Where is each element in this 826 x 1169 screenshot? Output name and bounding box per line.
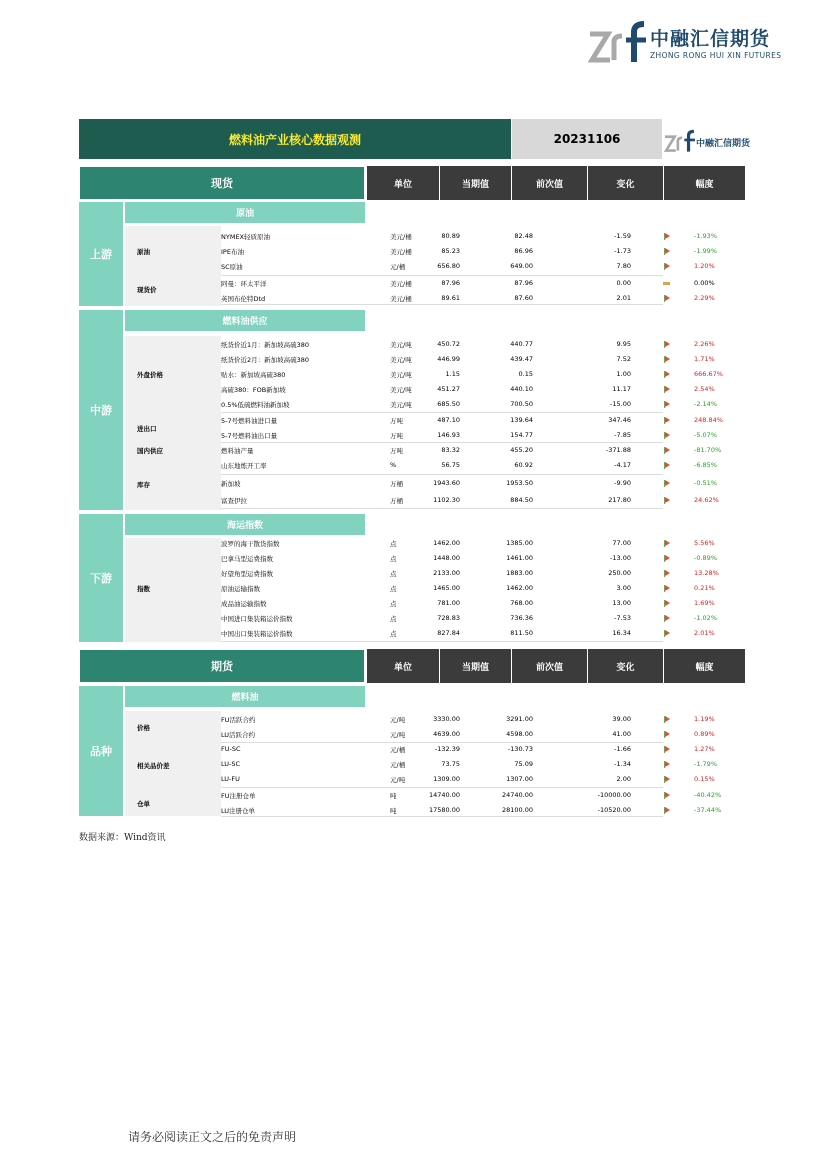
row-current: 728.83 — [437, 614, 460, 622]
row-current: 4639.00 — [433, 730, 460, 738]
col-pct: 幅度 — [663, 649, 745, 683]
row-unit: 美元/吨 — [390, 356, 412, 364]
table-row — [221, 276, 715, 291]
table-row — [221, 428, 717, 443]
row-unit: % — [390, 461, 397, 469]
row-unit: 万吨 — [390, 432, 403, 440]
sub-crude: 原油 — [125, 202, 365, 223]
row-change: -4.17 — [614, 461, 631, 469]
row-name: LU-SC — [221, 760, 241, 768]
row-previous: 1385.00 — [506, 539, 533, 547]
change-flag-icon — [664, 746, 671, 753]
col-previous: 前次值 — [511, 166, 587, 200]
row-unit: 美元/吨 — [390, 401, 412, 409]
row-previous: 28100.00 — [501, 806, 533, 814]
row-unit: 元/桶 — [390, 746, 406, 754]
row-pct: 1.20% — [694, 262, 715, 270]
row-previous: 1461.00 — [506, 554, 533, 562]
row-previous: 811.50 — [510, 629, 533, 637]
row-previous: 649.00 — [510, 262, 533, 270]
row-name: 中国进口集装箱运价指数 — [221, 615, 293, 623]
region-downstream: 下游 — [79, 514, 123, 642]
row-pct: 248.84% — [694, 416, 723, 424]
spot-header: 现货 — [79, 166, 365, 200]
row-current: 1.15 — [445, 370, 460, 378]
zrf-logo-icon — [588, 20, 648, 64]
change-flag-icon — [664, 615, 671, 622]
table-row — [221, 566, 719, 581]
mini-logo — [664, 127, 751, 155]
change-flag-icon — [664, 233, 671, 240]
row-unit: 美元/桶 — [390, 280, 412, 288]
row-change: -7.53 — [614, 614, 631, 622]
change-flag-icon — [664, 432, 671, 439]
table-row — [221, 476, 717, 491]
group-label: 现货价 — [137, 286, 157, 294]
row-pct: 1.19% — [694, 715, 715, 723]
row-name: NYMEX轻质原油 — [221, 233, 271, 241]
row-unit: 吨 — [390, 792, 397, 800]
change-flag-icon — [664, 630, 671, 637]
row-pct: -0.89% — [694, 554, 717, 562]
row-pct: 1.69% — [694, 599, 715, 607]
row-name: 巴拿马型运费指数 — [221, 555, 273, 563]
row-name: 纸货价近2月：新加坡高硫380 — [221, 356, 310, 364]
row-current: 450.72 — [437, 340, 460, 348]
row-pct: 5.56% — [694, 539, 715, 547]
change-flag-icon — [664, 480, 671, 487]
row-change: 347.46 — [608, 416, 631, 424]
row-change: 16.34 — [612, 629, 631, 637]
brand-logo — [588, 20, 782, 64]
row-current: -132.39 — [434, 745, 460, 753]
flat-flag-icon — [664, 280, 671, 287]
row-name: IPE布油 — [221, 248, 244, 256]
row-pct: -0.51% — [694, 479, 717, 487]
row-pct: -40.42% — [694, 791, 722, 799]
col-pct: 幅度 — [663, 166, 745, 200]
row-pct: -37.44% — [694, 806, 722, 814]
row-current: 1309.00 — [433, 775, 460, 783]
row-change: 2.01 — [616, 294, 631, 302]
row-current: 2133.00 — [433, 569, 460, 577]
row-name: 燃料油产量 — [221, 447, 254, 455]
row-unit: 万吨 — [390, 447, 403, 455]
change-flag-icon — [664, 761, 671, 768]
row-current: 1448.00 — [433, 554, 460, 562]
row-change: 250.00 — [608, 569, 631, 577]
row-name: 英国布伦特Dtd — [221, 295, 266, 303]
table-row — [221, 244, 717, 259]
row-pct: 666.67% — [694, 370, 723, 378]
row-name: 新加坡 — [221, 480, 241, 488]
row-unit: 美元/桶 — [390, 295, 412, 303]
change-flag-icon — [664, 356, 671, 363]
row-name: SC原油 — [221, 263, 243, 271]
table-row — [221, 742, 715, 757]
group-label: 库存 — [137, 481, 150, 489]
row-previous: 86.96 — [514, 247, 533, 255]
report-title: 燃料油产业核心数据观测 — [79, 119, 511, 159]
col-previous: 前次值 — [511, 649, 587, 683]
row-name: FU-SC — [221, 745, 241, 753]
row-name: 5-7号燃料油进口量 — [221, 417, 278, 425]
row-current: 487.10 — [437, 416, 460, 424]
change-flag-icon — [664, 585, 671, 592]
change-flag-icon — [664, 386, 671, 393]
row-previous: 154.77 — [510, 431, 533, 439]
row-current: 14740.00 — [428, 791, 460, 799]
change-flag-icon — [664, 497, 671, 504]
row-previous: 82.48 — [514, 232, 533, 240]
row-current: 1943.60 — [433, 479, 460, 487]
brand-name-en: ZHONG RONG HUI XIN FUTURES — [650, 51, 782, 60]
table-row — [221, 757, 717, 772]
row-pct: 13.28% — [694, 569, 719, 577]
change-flag-icon — [664, 417, 671, 424]
region-midstream: 中游 — [79, 310, 123, 510]
row-change: -13.00 — [610, 554, 631, 562]
row-current: 781.00 — [437, 599, 460, 607]
change-flag-icon — [664, 600, 671, 607]
row-change: -15.00 — [610, 400, 631, 408]
row-unit: 万桶 — [390, 497, 403, 505]
row-pct: 1.71% — [694, 355, 715, 363]
row-current: 83.32 — [441, 446, 460, 454]
row-pct: 2.01% — [694, 629, 715, 637]
row-unit: 万吨 — [390, 417, 403, 425]
change-flag-icon — [664, 263, 671, 270]
row-unit: 美元/吨 — [390, 371, 412, 379]
row-pct: -1.93% — [694, 232, 717, 240]
data-source: 数据来源：Wind资讯 — [79, 833, 166, 843]
row-change: -371.88 — [605, 446, 631, 454]
row-pct: -2.14% — [694, 400, 717, 408]
row-unit: 点 — [390, 600, 397, 608]
row-previous: 700.50 — [510, 400, 533, 408]
row-current: 827.84 — [437, 629, 460, 637]
row-current: 656.80 — [437, 262, 460, 270]
row-name: 原油运输指数 — [221, 585, 260, 593]
row-unit: 美元/吨 — [390, 386, 412, 394]
row-current: 56.75 — [441, 461, 460, 469]
row-name: FU注册仓单 — [221, 792, 256, 800]
row-change: -1.66 — [614, 745, 631, 753]
group-label: 国内供应 — [137, 447, 163, 455]
row-previous: 439.47 — [510, 355, 533, 363]
disclaimer-footer: 请务必阅读正文之后的免责声明 — [128, 1130, 297, 1144]
group-label: 进出口 — [137, 425, 157, 433]
table-row — [221, 712, 715, 727]
row-previous: 455.20 — [510, 446, 533, 454]
row-pct: -6.85% — [694, 461, 717, 469]
row-pct: 2.26% — [694, 340, 715, 348]
change-flag-icon — [664, 462, 671, 469]
row-unit: 元/吨 — [390, 731, 406, 739]
row-pct: -1.02% — [694, 614, 717, 622]
category-panel — [125, 226, 221, 306]
row-previous: 440.77 — [510, 340, 533, 348]
row-pct: 0.00% — [694, 279, 715, 287]
col-unit: 单位 — [366, 649, 439, 683]
row-pct: -1.79% — [694, 760, 717, 768]
table-row — [221, 352, 715, 367]
change-flag-icon — [664, 341, 671, 348]
row-previous: 1307.00 — [506, 775, 533, 783]
row-previous: 440.10 — [510, 385, 533, 393]
row-current: 146.93 — [437, 431, 460, 439]
zrf-mini-logo-icon — [664, 127, 696, 155]
row-unit: 点 — [390, 555, 397, 563]
group-divider — [221, 641, 663, 642]
table-row — [221, 611, 717, 626]
row-pct: 2.54% — [694, 385, 715, 393]
row-previous: 4598.00 — [506, 730, 533, 738]
row-current: 89.61 — [441, 294, 460, 302]
group-label: 原油 — [137, 248, 150, 256]
table-row — [221, 803, 722, 818]
row-current: 3330.00 — [433, 715, 460, 723]
change-flag-icon — [664, 731, 671, 738]
group-label: 外盘价格 — [137, 371, 163, 379]
row-name: 波罗的海干散货指数 — [221, 540, 280, 548]
change-flag-icon — [664, 555, 671, 562]
row-pct: 0.15% — [694, 775, 715, 783]
group-label: 仓单 — [137, 800, 150, 808]
row-previous: 1953.50 — [506, 479, 533, 487]
report-date: 20231106 — [512, 119, 662, 159]
row-current: 1465.00 — [433, 584, 460, 592]
table-row — [221, 788, 722, 803]
table-row — [221, 727, 715, 742]
group-divider — [221, 474, 663, 475]
row-change: 39.00 — [612, 715, 631, 723]
row-change: 77.00 — [612, 539, 631, 547]
row-change: 3.00 — [616, 584, 631, 592]
row-change: 0.00 — [616, 279, 631, 287]
row-name: 阿曼：环太平洋 — [221, 280, 267, 288]
row-name: 5-7号燃料油出口量 — [221, 432, 278, 440]
change-flag-icon — [664, 807, 671, 814]
row-name: 中国出口集装箱运价指数 — [221, 630, 293, 638]
table-row — [221, 397, 717, 412]
table-row — [221, 772, 715, 787]
row-change: 7.52 — [616, 355, 631, 363]
table-row — [221, 291, 715, 306]
col-change: 变化 — [587, 166, 663, 200]
row-change: -7.85 — [614, 431, 631, 439]
change-flag-icon — [664, 792, 671, 799]
change-flag-icon — [664, 716, 671, 723]
row-previous: 0.15 — [518, 370, 533, 378]
row-change: 41.00 — [612, 730, 631, 738]
table-row — [221, 581, 715, 596]
row-pct: 0.89% — [694, 730, 715, 738]
row-previous: 75.09 — [514, 760, 533, 768]
row-name: 贴水：新加坡高硫380 — [221, 371, 286, 379]
change-flag-icon — [664, 371, 671, 378]
group-label: 指数 — [137, 585, 150, 593]
row-change: -9.90 — [614, 479, 631, 487]
row-pct: 2.29% — [694, 294, 715, 302]
row-name: LU注册仓单 — [221, 807, 256, 815]
row-change: 11.17 — [612, 385, 631, 393]
row-name: LU活跃合约 — [221, 731, 256, 739]
row-previous: 87.60 — [514, 294, 533, 302]
row-previous: 3291.00 — [506, 715, 533, 723]
change-flag-icon — [664, 295, 671, 302]
row-previous: 768.00 — [510, 599, 533, 607]
change-flag-icon — [664, 776, 671, 783]
row-unit: 美元/桶 — [390, 233, 412, 241]
row-pct: -1.99% — [694, 247, 717, 255]
table-row — [221, 443, 722, 458]
region-upstream: 上游 — [79, 202, 123, 306]
row-name: LU-FU — [221, 775, 240, 783]
row-current: 446.99 — [437, 355, 460, 363]
row-previous: 139.64 — [510, 416, 533, 424]
change-flag-icon — [664, 248, 671, 255]
row-name: 高硫380：FOB新加坡 — [221, 386, 286, 394]
region-variety: 品种 — [79, 686, 123, 816]
table-row — [221, 382, 715, 397]
row-previous: 87.96 — [514, 279, 533, 287]
row-current: 451.27 — [437, 385, 460, 393]
row-name: 0.5%低硫燃料油新加坡 — [221, 401, 290, 409]
row-previous: 60.92 — [514, 461, 533, 469]
mini-logo-text: 中融汇信期货 — [696, 139, 751, 149]
row-pct: 0.21% — [694, 584, 715, 592]
row-unit: 点 — [390, 540, 397, 548]
row-unit: 点 — [390, 570, 397, 578]
row-name: 好望角型运费指数 — [221, 570, 273, 578]
table-row — [221, 337, 715, 352]
row-pct: 24.62% — [694, 496, 719, 504]
row-name: 纸货价近1月：新加坡高硫380 — [221, 341, 310, 349]
sub-fueloil-supply: 燃料油供应 — [125, 310, 365, 331]
row-unit: 美元/吨 — [390, 341, 412, 349]
row-unit: 吨 — [390, 807, 397, 815]
row-change: -10520.00 — [597, 806, 631, 814]
group-label: 相关品价差 — [137, 762, 170, 770]
table-row — [221, 229, 717, 244]
row-current: 1462.00 — [433, 539, 460, 547]
row-unit: 点 — [390, 585, 397, 593]
col-change: 变化 — [587, 649, 663, 683]
row-unit: 元/吨 — [390, 716, 406, 724]
row-previous: 884.50 — [510, 496, 533, 504]
row-change: -10000.00 — [597, 791, 631, 799]
row-current: 73.75 — [441, 760, 460, 768]
table-row — [221, 458, 717, 473]
table-row — [221, 551, 717, 566]
sub-shipping-index: 海运指数 — [125, 514, 365, 535]
table-row — [221, 493, 719, 508]
change-flag-icon — [664, 447, 671, 454]
row-change: -1.34 — [614, 760, 631, 768]
table-row — [221, 413, 723, 428]
row-name: 成品油运输指数 — [221, 600, 267, 608]
row-name: FU活跃合约 — [221, 716, 256, 724]
row-previous: -130.73 — [507, 745, 533, 753]
row-pct: -5.07% — [694, 431, 717, 439]
row-change: 217.80 — [608, 496, 631, 504]
row-name: 山东地炼开工率 — [221, 462, 267, 470]
row-previous: 1462.00 — [506, 584, 533, 592]
row-unit: 元/桶 — [390, 761, 406, 769]
col-unit: 单位 — [366, 166, 439, 200]
table-row — [221, 536, 715, 551]
row-unit: 万桶 — [390, 480, 403, 488]
row-previous: 736.36 — [510, 614, 533, 622]
group-divider — [221, 508, 663, 509]
futures-header: 期货 — [79, 649, 365, 683]
row-previous: 1883.00 — [506, 569, 533, 577]
row-current: 17580.00 — [428, 806, 460, 814]
sub-fueloil: 燃料油 — [125, 686, 365, 707]
brand-name-cn: 中融汇信期货 — [650, 28, 771, 50]
table-row — [221, 626, 715, 641]
row-unit: 元/桶 — [390, 263, 406, 271]
table-row — [221, 596, 715, 611]
change-flag-icon — [664, 401, 671, 408]
group-label: 价格 — [137, 724, 150, 732]
row-current: 85.23 — [441, 247, 460, 255]
table-row — [221, 367, 723, 382]
row-change: 1.00 — [616, 370, 631, 378]
row-change: 13.00 — [612, 599, 631, 607]
col-current: 当期值 — [439, 649, 511, 683]
row-current: 87.96 — [441, 279, 460, 287]
row-unit: 点 — [390, 615, 397, 623]
col-current: 当期值 — [439, 166, 511, 200]
row-change: 9.95 — [616, 340, 631, 348]
row-name: 富查伊拉 — [221, 497, 247, 505]
row-pct: 1.27% — [694, 745, 715, 753]
row-unit: 点 — [390, 630, 397, 638]
row-change: -1.59 — [614, 232, 631, 240]
change-flag-icon — [664, 570, 671, 577]
table-row — [221, 259, 715, 274]
row-previous: 24740.00 — [501, 791, 533, 799]
row-current: 80.89 — [441, 232, 460, 240]
row-change: 2.00 — [616, 775, 631, 783]
change-flag-icon — [664, 540, 671, 547]
row-unit: 美元/桶 — [390, 248, 412, 256]
row-current: 685.50 — [437, 400, 460, 408]
row-pct: -81.70% — [694, 446, 722, 454]
row-current: 1102.30 — [433, 496, 460, 504]
row-change: -1.73 — [614, 247, 631, 255]
row-unit: 元/吨 — [390, 776, 406, 784]
row-change: 7.80 — [616, 262, 631, 270]
